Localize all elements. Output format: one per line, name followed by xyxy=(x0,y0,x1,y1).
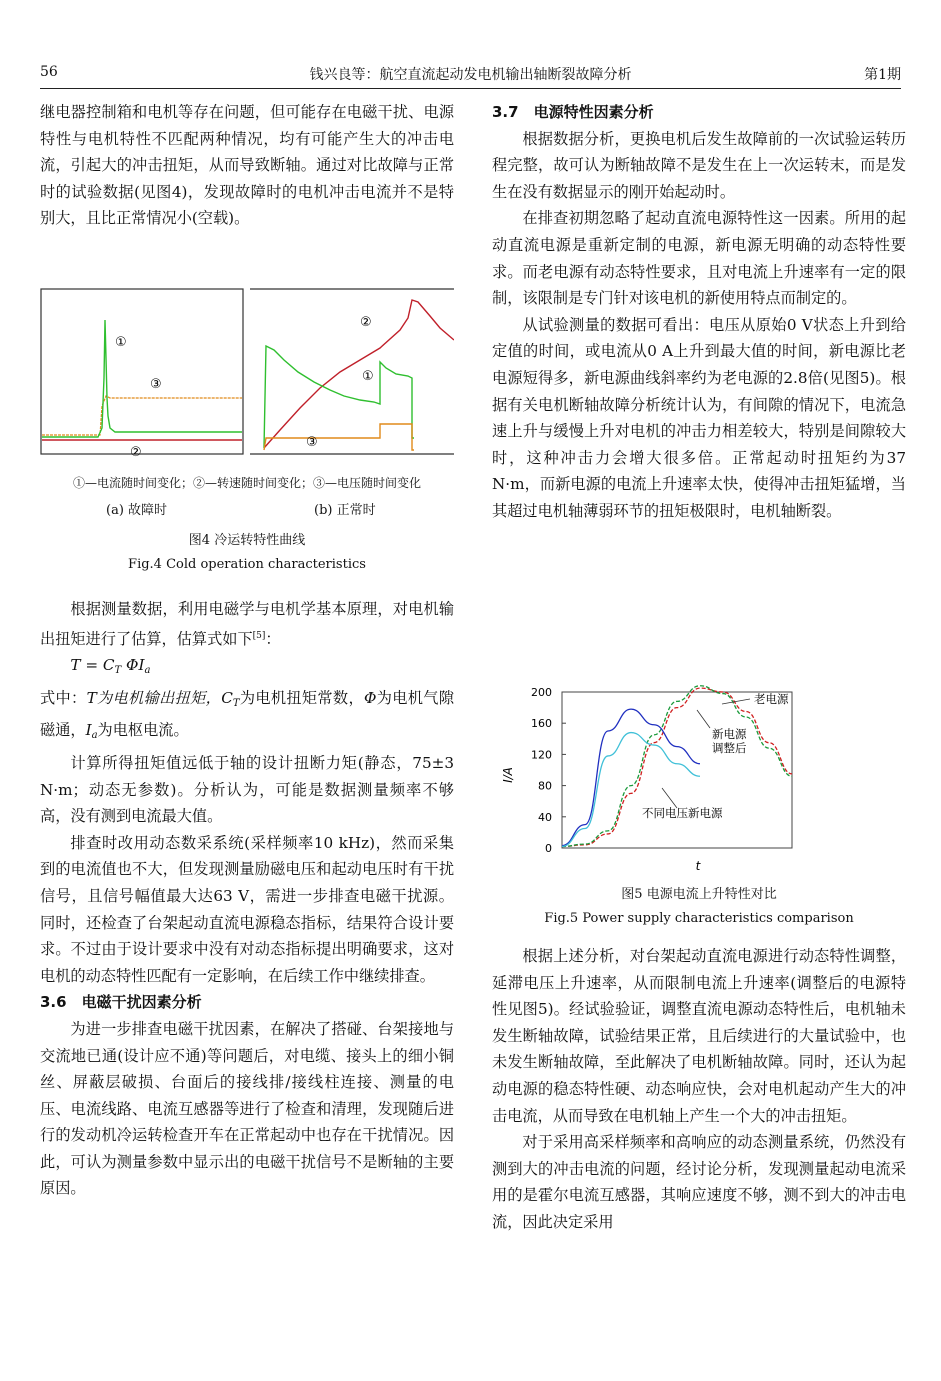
series-line-3 xyxy=(562,733,700,847)
right-column-bottom xyxy=(492,943,906,1236)
series-line-1 xyxy=(562,686,792,847)
panel-a-label-1: ① xyxy=(115,335,127,350)
panel-b-label-2: ② xyxy=(360,315,372,330)
y-tick-label: 0 xyxy=(545,842,552,855)
figure-4-sub-a: (a) 故障时 xyxy=(106,503,168,518)
section-heading-3-6: 3.6 电磁干扰因素分析 xyxy=(40,993,202,1012)
figure-5-chart xyxy=(492,680,906,875)
page-number: 56 xyxy=(40,64,58,80)
panel-a-voltage xyxy=(42,396,242,435)
figure-5-caption-en: Fig.5 Power supply characteristics comparison xyxy=(544,911,854,926)
legend-different-voltage: 不同电压新电源 xyxy=(642,806,723,820)
paragraph: 根据上述分析，对台架起动直流电源进行动态特性调整，延滞电压上升速率，从而限制电流上升速率(调整后的电源特性见图5)。经试验验证，调整直流电源动态特性后，电机轴未发生断轴故障，试验结果正常，且后续进行的大量试验中，也未发生断轴故障，至此解决了电机断轴故障。同时，还认为起动电源的稳态特性硬、动态响应快，会对电机起动产生大的冲击电流，从而导致在电机轴上产生一个大的冲击扭矩。 xyxy=(492,947,906,1125)
paragraph: 式中：T为电机输出扭矩，$C_T$为电机扭矩常数，Φ为电机气隙磁通，$I_a$为电枢电流。 xyxy=(40,688,455,742)
chart-axes xyxy=(531,686,792,855)
y-tick-label: 120 xyxy=(531,748,552,762)
panel-b-label-3: ③ xyxy=(306,435,318,450)
chart-series xyxy=(562,686,792,847)
section-heading-3-7: 3.7 电源特性因素分析 xyxy=(492,103,654,121)
paragraph: 在排查初期忽略了起动直流电源特性这一因素。所用的起动直流电源是重新定制的电源，新电源无明确的动态特性要求。而老电源有动态特性要求，且对电流上升速率有一定的限制，该限制是专门针对该电机的新使用特点而制定的。 xyxy=(492,209,906,308)
left-column-bottom xyxy=(40,596,454,1202)
figure-4-legend: ①—电流随时间变化；②—转速随时间变化；③—电压随时间变化 xyxy=(72,476,421,490)
panel-a-current xyxy=(42,320,242,437)
left-column-top xyxy=(40,99,454,232)
panel-b-current xyxy=(264,346,414,448)
panel-a-label-3: ③ xyxy=(150,377,162,392)
issue-number: 第1期 xyxy=(864,67,901,83)
x-axis-label: t xyxy=(695,859,701,873)
series-line-0 xyxy=(562,688,792,846)
panel-b-label-1: ① xyxy=(362,369,374,384)
paragraph: 继电器控制箱和电机等存在问题，但可能存在电磁干扰、电源特性与电机特性不匹配两种情况，均有可能产生大的冲击电流，引起大的冲击扭矩，从而导致断轴。通过对比故障与正常时的试验数据(见图4)，发现故障时的电机冲击电流并不是特别大，且比正常情况小(空载)。 xyxy=(40,103,454,228)
leader-new-adjusted xyxy=(697,710,710,728)
running-title: 钱兴良等：航空直流起动发电机输出轴断裂故障分析 xyxy=(309,67,632,83)
legend-new-adjusted-line2: 调整后 xyxy=(712,741,747,755)
figure-5 xyxy=(492,680,906,930)
paragraph: 为进一步排查电磁干扰因素，在解决了搭碰、台架接地与交流地已通(设计应不通)等问题后，对电缆、接头上的细小铜丝、屏蔽层破损、台面后的接线排/接线柱连接、测量的电压、电流线路、电流互感器等进行了检查和清理，发现随后进行的发动机冷运转检查开车在正常起动中也存在干扰情况。因此，可认为测量参数中显示出的电磁干扰信号不是断轴的主要原因。 xyxy=(40,1019,454,1198)
figure-4-caption-cn: 图4 冷运转特性曲线 xyxy=(188,533,306,548)
figure-4-caption-en: Fig.4 Cold operation characteristics xyxy=(128,557,366,572)
running-header xyxy=(40,64,901,86)
paragraph: 从试验测量的数据可看出：电压从原始0 V状态上升到给定值的时间，或电流从0 A上升到最大值的时间，新电源比老电源短得多，新电源曲线斜率约为老电源的2.8倍(见图5)。根据有关电机断轴故障分析统计认为，有间隙的情况下，电流急速上升与缓慢上升对电机的冲击力相差较大，特别是间隙较大时，这种冲击力会增大很多倍。正常起动时扭矩约为37 N·m，而新电源的电流上升速率太快，使得冲击扭矩猛增，当其超过电机轴薄弱环节的扭矩极限时，电机轴断裂。 xyxy=(492,315,906,520)
y-tick-label: 80 xyxy=(538,779,552,793)
panel-a-frame xyxy=(41,289,243,454)
figure-5-caption-cn: 图5 电源电流上升特性对比 xyxy=(621,887,777,902)
legend-new-adjusted-line1: 新电源 xyxy=(712,727,747,741)
citation: [5] xyxy=(252,630,266,641)
leader-different-voltage xyxy=(662,788,677,808)
paragraph: 计算所得扭矩值远低于轴的设计扭断力矩(静态，75±3 N·m；动态无参数)。分析认为，可能是数据测量频率不够高，没有测到电流最大值。 xyxy=(40,753,454,826)
legend-old-source: 老电源 xyxy=(754,692,789,706)
formula: $T = C_T$ $\Phi I_a$ xyxy=(70,656,151,677)
y-tick-label: 40 xyxy=(538,810,552,824)
series-line-2 xyxy=(562,709,700,846)
y-axis-label: I/A xyxy=(501,767,515,783)
figure-4 xyxy=(40,288,454,588)
plot-frame xyxy=(562,692,792,848)
y-tick-label: 160 xyxy=(531,717,552,731)
panel-a-label-2: ② xyxy=(130,445,142,458)
right-column-top xyxy=(492,99,906,525)
paragraph: 根据测量数据，利用电磁学与电机学基本原理，对电机输出扭矩进行了估算，估算式如下[5]： xyxy=(40,600,454,648)
paragraph: 对于采用高采样频率和高响应的动态测量系统，仍然没有测到大的冲击电流的问题，经讨论分析，发现测量起动电流采用的是霍尔电流互感器，其响应速度不够，测不到大的冲击电流，因此决定采用 xyxy=(492,1133,906,1231)
figure-4-sub-b: (b) 正常时 xyxy=(314,503,376,518)
header-rule xyxy=(40,88,901,89)
paragraph: 根据数据分析，更换电机后发生故障前的一次试验运转历程完整，故可认为断轴故障不是发生在上一次运转末，而是发生在没有数据显示的刚开始起动时。 xyxy=(492,129,906,201)
paragraph: 排查时改用动态数采系统(采样频率10 kHz)，然而采集到的电流值也不大，但发现测量励磁电压和起动电压时有干扰信号，且信号幅值最大达63 V，需进一步排查电磁干扰源。同时，还检查了台架起动直流电源稳态指标，结果符合设计要求。不过由于设计要求中没有对动态指标提出明确要求，这对电机的动态特性匹配有一定影响，在后续工作中继续排查。 xyxy=(40,833,454,985)
panel-b-speed xyxy=(264,300,454,448)
figure-4-plots xyxy=(40,288,454,458)
y-tick-label: 200 xyxy=(531,686,552,699)
panel-b-voltage xyxy=(264,424,414,450)
